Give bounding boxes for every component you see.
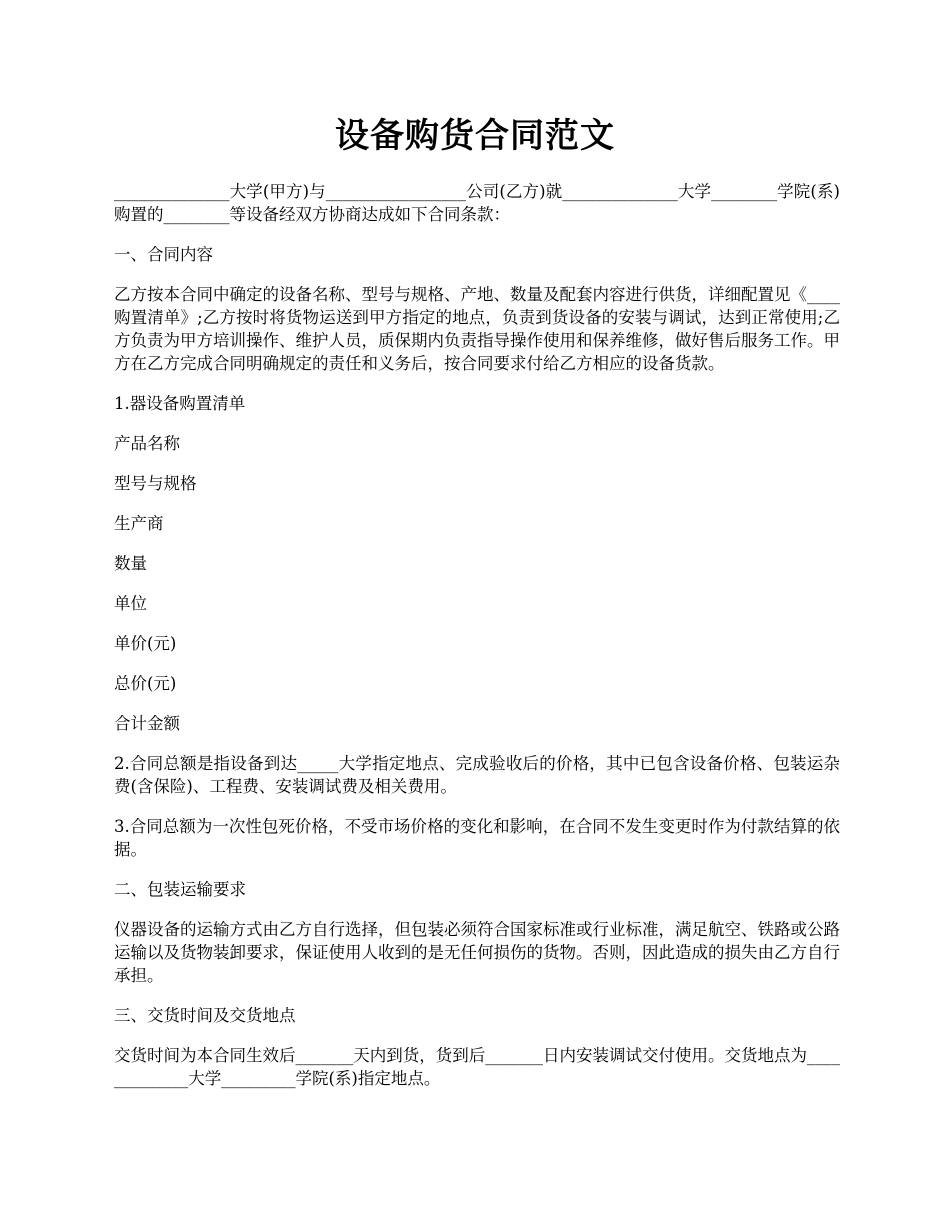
equipment-list-heading: 1.器设备购置清单 [114,394,246,413]
list-item-unit-price: 单价(元) [114,634,177,653]
intro-paragraph: ______________大学(甲方)与_________________公司(乙方)就______________大学________学院(系)购置的________等设备经双方协商达成如下合同条款： [114,182,840,224]
document-body [114,180,840,1107]
list-item-sum-total: 合计金额 [114,714,180,733]
delivery-paragraph: 交货时间为本合同生效后_______天内到货，货到后_______日内安装调试交付使用。交货地点为_____________大学_________学院(系)指定地点。 [114,1046,840,1088]
document-title: 设备购货合同范文 [335,116,615,156]
list-item-product-name: 产品名称 [114,434,180,453]
section-heading-contract-content: 一、合同内容 [114,245,213,264]
contract-content-paragraph: 乙方按本合同中确定的设备名称、型号与规格、产地、数量及配套内容进行供货，详细配置见《____购置清单》;乙方按时将货物运送到甲方指定的地点，负责到货设备的安装与调试，达到正常使用;乙方负责为甲方培训操作、维护人员，质保期内负责指导操作使用和保养维修，做好售后服务工作。甲方在乙方完成合同明确规定的责任和义务后，按合同要求付给乙方相应的设备货款。 [114,285,840,373]
fixed-price-paragraph: 3.合同总额为一次性包死价格，不受市场价格的变化和影响，在合同不发生变更时作为付款结算的依据。 [114,817,840,859]
list-item-total-price: 总价(元) [114,674,177,693]
list-item-quantity: 数量 [114,554,147,573]
list-item-model-spec: 型号与规格 [114,474,197,493]
list-item-manufacturer: 生产商 [114,514,164,533]
packaging-paragraph: 仪器设备的运输方式由乙方自行选择，但包装必须符合国家标准或行业标准，满足航空、铁路或公路运输以及货物装卸要求，保证使用人收到的是无任何损伤的货物。否则，因此造成的损失由乙方自行承担。 [114,920,840,985]
list-item-unit: 单位 [114,594,147,613]
section-heading-packaging: 二、包装运输要求 [114,880,246,899]
contract-total-paragraph: 2.合同总额是指设备到达_____大学指定地点、完成验收后的价格，其中已包含设备价格、包装运杂费(含保险)、工程费、安装调试费及相关费用。 [114,754,840,796]
section-heading-delivery: 三、交货时间及交货地点 [114,1006,296,1025]
